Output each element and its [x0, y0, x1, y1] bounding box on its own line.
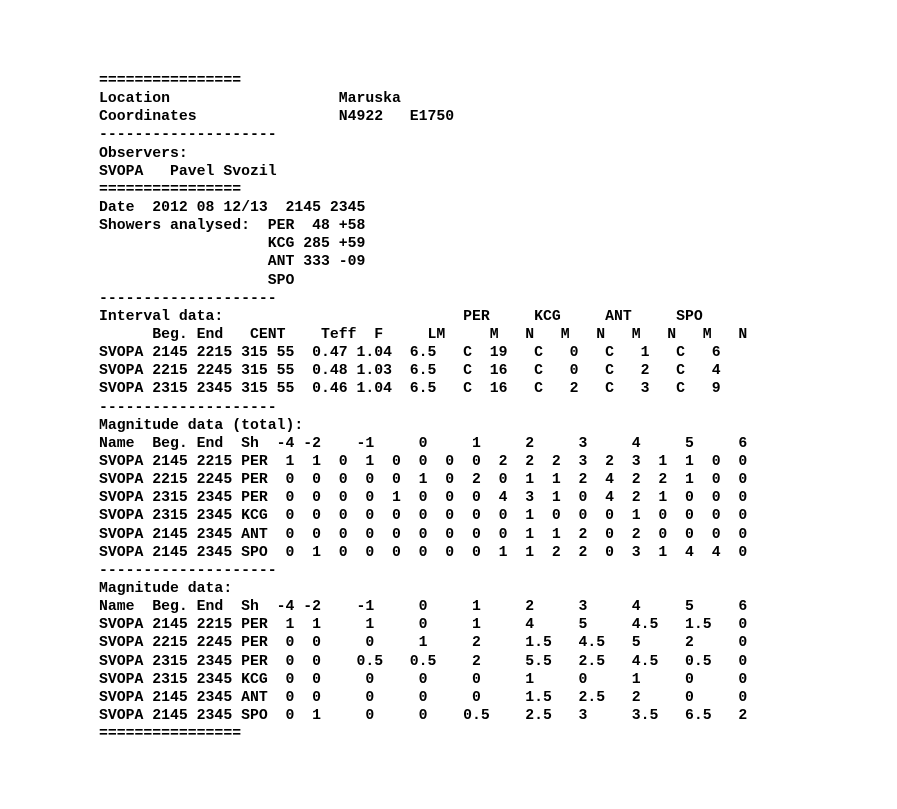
magnitude-total-row: SVOPA 2215 2245 PER 0 0 0 0 0 1 0 2 0 1 1 2 4 2 2 1 0 0: [99, 472, 748, 489]
meteor-report: [99, 72, 747, 743]
interval-heading: Interval data: PER KCG ANT SPO: [99, 308, 703, 325]
location-line: Location Maruska: [99, 91, 401, 108]
magnitude-total-row: SVOPA 2315 2345 PER 0 0 0 0 1 0 0 0 4 3 1 0 4 2 1 0 0 0: [99, 490, 748, 507]
magnitude-total-row: SVOPA 2315 2345 KCG 0 0 0 0 0 0 0 0 0 1 0 0 0 1 0 0 0 0: [99, 508, 748, 525]
separator-dashed: --------------------: [99, 399, 277, 416]
coordinates-line: Coordinates N4922 E1750: [99, 109, 455, 126]
date-line: Date 2012 08 12/13 2145 2345: [99, 199, 366, 216]
interval-row: SVOPA 2145 2215 315 55 0.47 1.04 6.5 C 19 C 0 C 1 C 6: [99, 345, 721, 362]
observer-line: SVOPA Pavel Svozil: [99, 163, 277, 180]
interval-header-row: Beg. End CENT Teff F LM M N M N M N M N: [99, 326, 748, 343]
magnitude-total-header-row: Name Beg. End Sh -4 -2 -1 0 1 2 3 4 5 6: [99, 435, 748, 452]
observers-heading: Observers:: [99, 145, 188, 162]
separator-dashed: --------------------: [99, 290, 277, 307]
magnitude-header-row: Name Beg. End Sh -4 -2 -1 0 1 2 3 4 5 6: [99, 599, 748, 616]
magnitude-row: SVOPA 2145 2345 SPO 0 1 0 0 0.5 2.5 3 3.5 6.5 2: [99, 707, 748, 724]
interval-row: SVOPA 2315 2345 315 55 0.46 1.04 6.5 C 16 C 2 C 3 C 9: [99, 381, 721, 398]
shower-line: ANT 333 -09: [99, 254, 366, 271]
separator-dashed: --------------------: [99, 562, 277, 579]
separator-double: ================: [99, 73, 242, 89]
shower-line: KCG 285 +59: [99, 236, 366, 253]
separator-double: ================: [99, 726, 242, 743]
shower-line: Showers analysed: PER 48 +58: [99, 218, 366, 235]
interval-row: SVOPA 2215 2245 315 55 0.48 1.03 6.5 C 16 C 0 C 2 C 4: [99, 363, 721, 380]
magnitude-total-heading: Magnitude data (total):: [99, 417, 304, 434]
magnitude-heading: Magnitude data:: [99, 580, 233, 597]
magnitude-row: SVOPA 2315 2345 PER 0 0 0.5 0.5 2 5.5 2.5 4.5 0.5 0: [99, 653, 748, 670]
magnitude-row: SVOPA 2145 2345 ANT 0 0 0 0 0 1.5 2.5 2 0 0: [99, 689, 748, 706]
shower-line: SPO: [99, 272, 295, 289]
separator-double: ================: [99, 181, 242, 198]
magnitude-total-row: SVOPA 2145 2345 SPO 0 1 0 0 0 0 0 0 1 1 2 2 0 3 1 4 4 0: [99, 544, 748, 561]
magnitude-row: SVOPA 2315 2345 KCG 0 0 0 0 0 1 0 1 0 0: [99, 671, 748, 688]
magnitude-row: SVOPA 2145 2215 PER 1 1 1 0 1 4 5 4.5 1.5 0: [99, 617, 748, 634]
magnitude-total-row: SVOPA 2145 2345 ANT 0 0 0 0 0 0 0 0 0 1 1 2 0 2 0 0 0 0: [99, 526, 748, 543]
separator-dashed: --------------------: [99, 127, 277, 144]
magnitude-row: SVOPA 2215 2245 PER 0 0 0 1 2 1.5 4.5 5 2 0: [99, 635, 748, 652]
magnitude-total-row: SVOPA 2145 2215 PER 1 1 0 1 0 0 0 0 2 2 2 3 2 3 1 1 0 0: [99, 453, 748, 470]
